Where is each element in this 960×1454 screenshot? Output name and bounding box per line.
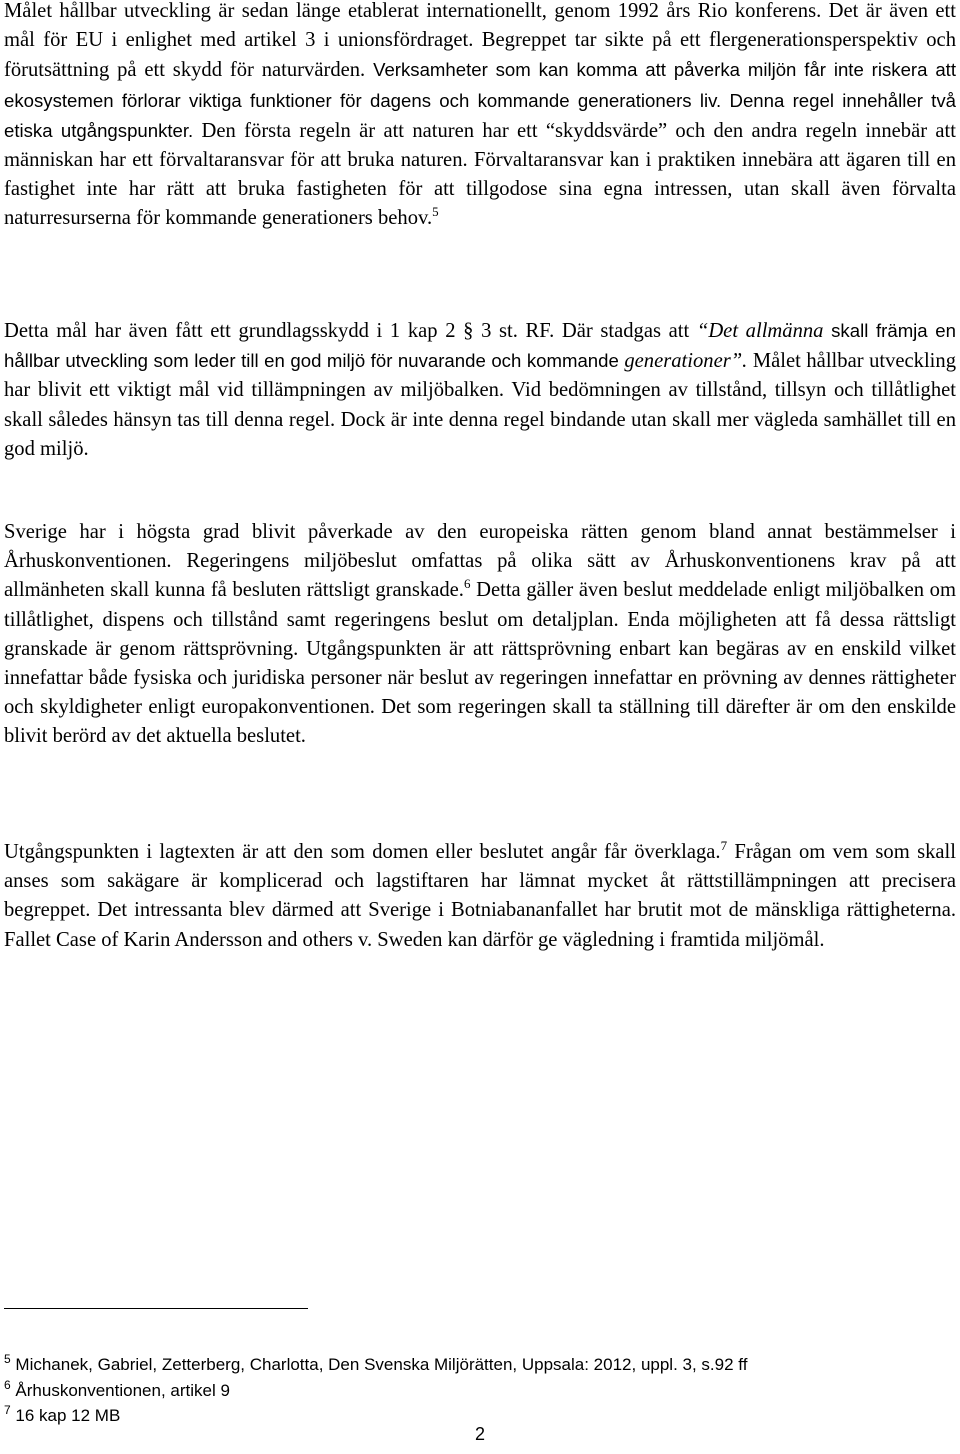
paragraph-3-text-b: Detta gäller även beslut meddelade enligt miljöbalken om tillåtlighet, dispens och tillstånd samt regeringens beslut om detaljplan. Enda möjligheten att få dessa rättsligt granskade är genom rättsprövning. Utgångspunkten är att rättsprövning enbart kan begäras av en enskild vilket innefattar både fysiska och juridiska personer när beslut av regeringen innefattar en prövning av dennes rättigheter och skyldigheter enligt europakonventionen. Det som regeringen skall ta ställning till därefter är om den enskilde blivit berörd av det aktuella beslutet. — [4, 579, 956, 748]
footnote-number: 5 — [4, 1352, 11, 1366]
page-number: 2 — [474, 1424, 485, 1444]
footnote-separator — [4, 1308, 308, 1309]
paragraph-2-quote-close: generationer”. — [624, 350, 748, 373]
paragraph-constitutional-protection — [4, 316, 956, 464]
footnote-ref-7: 7 — [720, 838, 728, 853]
footnote-ref-5: 5 — [432, 204, 439, 220]
paragraph-1-text-a: Målet hållbar utveckling är sedan länge etablerat internationellt, genom 1992 års Rio konferens. Det är även ett mål för EU i enlighet med artikel 3 i unionsfördraget. Begreppet tar sikte på ett flergenerationsperspektiv och förutsättning på ett skydd för naturvärden. — [4, 0, 956, 82]
footnote-text: Århuskonventionen, artikel 9 — [10, 1380, 230, 1400]
footnote-ref-6: 6 — [463, 576, 471, 592]
paragraph-2-text-a: Detta mål har även fått ett grundlagsskydd i 1 kap 2 § 3 st. RF. Där stadgas att — [4, 320, 697, 342]
footnote-6 — [4, 1378, 747, 1404]
paragraph-aarhus-convention — [4, 518, 956, 752]
footnote-text: 16 kap 12 MB — [10, 1406, 121, 1425]
paragraph-2-quote-middle: skall främja en hållbar utveckling som leder till en god miljö för nuvarande och kommande — [4, 320, 956, 372]
footnotes — [4, 1352, 747, 1429]
paragraph-4-text-b: Frågan om vem som skall anses som sakägare är komplicerad och lagstiftaren har lämnat mycket åt rättstillämpningen att precisera begreppet. Det intressanta blev därmed att Sverige i Botniabananfallet har brutit mot de mänskliga rättigheterna. Fallet Case of Karin Andersson and others v. Sweden kan därför ge vägledning i framtida miljömål. — [4, 841, 956, 951]
paragraph-1-text-b: Verksamheter som kan komma att påverka miljön får inte riskera att ekosystemen förlorar viktiga funktioner för dagens och kommande generationers liv. Denna regel innehåller två etiska utgångspunkter. — [4, 59, 956, 141]
paragraph-4-text-a: Utgångspunkten i lagtexten är att den som domen eller beslutet angår får överklaga. — [4, 841, 721, 863]
footnote-5 — [4, 1352, 747, 1378]
paragraph-3-text-a: Sverige har i högsta grad blivit påverkade av den europeiska rätten genom bland annat bestämmelser i Århuskonventionen. Regeringens miljöbeslut omfattas på olika sätt av Århuskonventionens krav på att allmänheten skall kunna få besluten rättsligt granskade. — [4, 521, 956, 602]
document-page — [4, 0, 956, 1454]
footnote-number: 7 — [4, 1403, 11, 1417]
paragraph-2-quote-open: “Det allmänna — [696, 320, 824, 342]
paragraph-2-text-b: Målet hållbar utveckling har blivit ett viktigt mål vid tillämpningen av miljöbalken. Vid bedömningen av tillstånd, tillsyn och tillåtlighet skall således hänsyn tas till denna regel. Dock är inte denna regel bindande utan skall mer vägleda samhället till en god miljö. — [4, 350, 957, 460]
footnote-text: Michanek, Gabriel, Zetterberg, Charlotta, Den Svenska Miljörätten, Uppsala: 2012, uppl. 3, s.92 ff — [10, 1355, 748, 1374]
paragraph-1-text-c: Den första regeln är att naturen har ett “skyddsvärde” och den andra regeln innebär att människan har ett förvaltaransvar för att bruka naturen. Förvaltaransvar kan i praktiken innebära att ägaren till en fastighet inte har rätt att bruka fastigheten för att tillgodose sina egna intressen, utan skall även förvalta naturresurserna för kommande generationers behov. — [4, 119, 956, 230]
paragraph-standing-to-appeal — [4, 838, 956, 955]
paragraph-sustainable-development — [4, 0, 956, 234]
footnote-number: 6 — [4, 1377, 11, 1392]
